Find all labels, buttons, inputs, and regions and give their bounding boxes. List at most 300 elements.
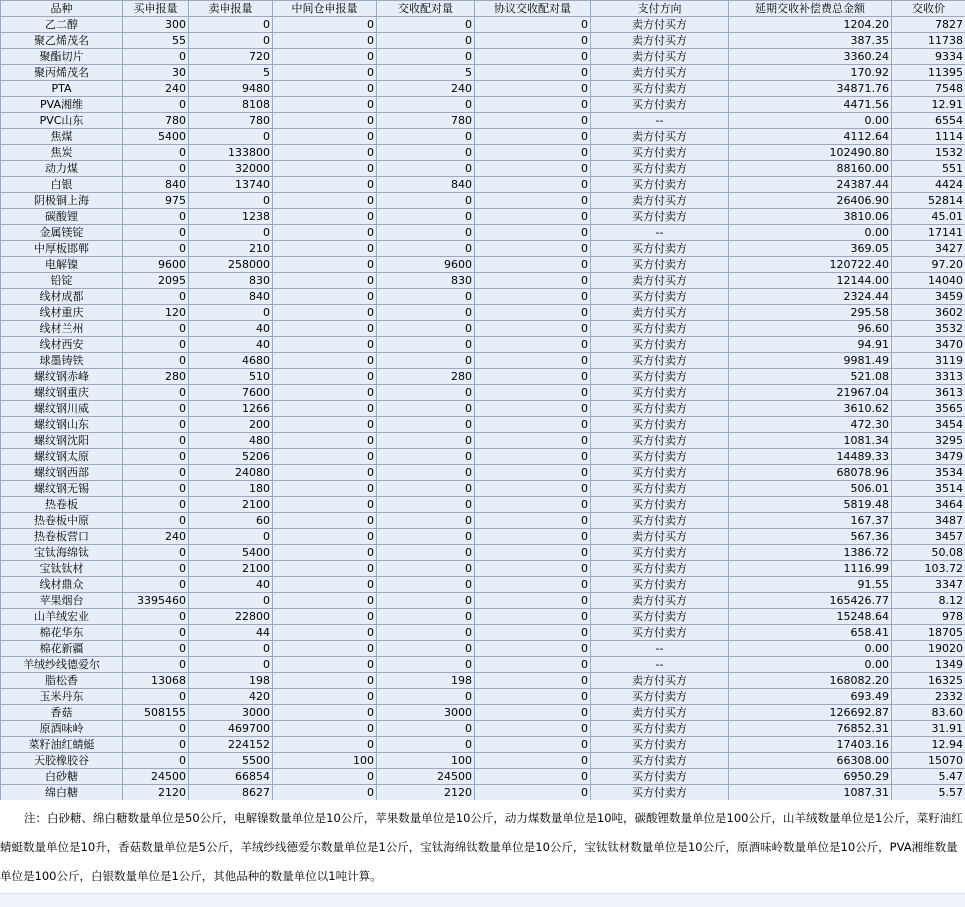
cell-col-buy-declared: 0 xyxy=(123,353,189,369)
cell-col-delivery-price: 12.94 xyxy=(892,737,965,753)
cell-col-agreement-matched: 0 xyxy=(475,513,591,529)
cell-col-payment-direction: 买方付卖方 xyxy=(591,289,729,305)
header-col-payment-direction: 支付方向 xyxy=(591,1,729,17)
cell-col-buy-declared: 0 xyxy=(123,481,189,497)
cell-col-delivery-price: 3313 xyxy=(892,369,965,385)
table-row xyxy=(1,641,965,657)
cell-col-compensation-total: 94.91 xyxy=(729,337,892,353)
cell-col-payment-direction: -- xyxy=(591,657,729,673)
cell-col-delivery-price: 3295 xyxy=(892,433,965,449)
cell-col-delivery-price: 4424 xyxy=(892,177,965,193)
cell-col-compensation-total: 0.00 xyxy=(729,641,892,657)
cell-col-sell-declared: 5400 xyxy=(189,545,273,561)
cell-col-payment-direction: 买方付卖方 xyxy=(591,721,729,737)
cell-col-delivery-matched: 0 xyxy=(377,49,475,65)
cell-col-sell-declared: 830 xyxy=(189,273,273,289)
cell-col-delivery-matched: 240 xyxy=(377,81,475,97)
cell-col-payment-direction: 卖方付买方 xyxy=(591,673,729,689)
cell-col-payment-direction: 卖方付买方 xyxy=(591,65,729,81)
cell-col-compensation-total: 9981.49 xyxy=(729,353,892,369)
cell-col-delivery-matched: 0 xyxy=(377,545,475,561)
cell-col-product: 线材西安 xyxy=(1,337,123,353)
cell-col-agreement-matched: 0 xyxy=(475,209,591,225)
table-row xyxy=(1,65,965,81)
cell-col-sell-declared: 13740 xyxy=(189,177,273,193)
cell-col-intermediate-declared: 0 xyxy=(273,657,377,673)
cell-col-intermediate-declared: 0 xyxy=(273,241,377,257)
cell-col-product: PTA xyxy=(1,81,123,97)
cell-col-delivery-matched: 830 xyxy=(377,273,475,289)
cell-col-product: 动力煤 xyxy=(1,161,123,177)
cell-col-delivery-price: 3427 xyxy=(892,241,965,257)
cell-col-agreement-matched: 0 xyxy=(475,785,591,801)
cell-col-buy-declared: 0 xyxy=(123,641,189,657)
cell-col-delivery-price: 1349 xyxy=(892,657,965,673)
cell-col-product: 电解镍 xyxy=(1,257,123,273)
footnote-text: 注：白砂糖、绵白糖数量单位是50公斤，电解镍数量单位是10公斤，苹果数量单位是10公斤，动力煤数量单位是10吨，碳酸锂数量单位是100公斤，山羊绒数量单位是1公斤，菜籽油红蜻蜓数量单位是10升，香菇数量单位是5公斤，羊绒纱线德爱尔数量单位是1公斤，宝钛海绵钛数量单位是10公斤，宝钛钛材数量单位是10公斤，原酒味岭数量单位是10公斤，PVA湘维数量单位是100公斤，白银数量单位是1公斤，其他品种的数量单位以1吨计算。 xyxy=(0,804,965,891)
cell-col-buy-declared: 0 xyxy=(123,289,189,305)
cell-col-delivery-matched: 0 xyxy=(377,289,475,305)
table-row xyxy=(1,721,965,737)
cell-col-product: 脂松香 xyxy=(1,673,123,689)
cell-col-payment-direction: 卖方付买方 xyxy=(591,33,729,49)
table-row xyxy=(1,241,965,257)
cell-col-agreement-matched: 0 xyxy=(475,129,591,145)
cell-col-intermediate-declared: 0 xyxy=(273,465,377,481)
cell-col-delivery-price: 9334 xyxy=(892,49,965,65)
table-row xyxy=(1,561,965,577)
cell-col-product: 热卷板 xyxy=(1,497,123,513)
cell-col-product: PVA湘维 xyxy=(1,97,123,113)
cell-col-delivery-matched: 0 xyxy=(377,609,475,625)
footnote xyxy=(0,800,965,887)
cell-col-sell-declared: 5500 xyxy=(189,753,273,769)
cell-col-payment-direction: 买方付卖方 xyxy=(591,241,729,257)
cell-col-compensation-total: 120722.40 xyxy=(729,257,892,273)
cell-col-payment-direction: 卖方付买方 xyxy=(591,129,729,145)
cell-col-payment-direction: 卖方付买方 xyxy=(591,305,729,321)
table-row xyxy=(1,497,965,513)
cell-col-payment-direction: 卖方付买方 xyxy=(591,17,729,33)
cell-col-delivery-matched: 280 xyxy=(377,369,475,385)
cell-col-intermediate-declared: 0 xyxy=(273,689,377,705)
cell-col-agreement-matched: 0 xyxy=(475,145,591,161)
table-row xyxy=(1,129,965,145)
cell-col-buy-declared: 0 xyxy=(123,657,189,673)
cell-col-delivery-matched: 0 xyxy=(377,225,475,241)
cell-col-agreement-matched: 0 xyxy=(475,481,591,497)
cell-col-buy-declared: 240 xyxy=(123,529,189,545)
cell-col-delivery-price: 5.57 xyxy=(892,785,965,801)
cell-col-delivery-matched: 0 xyxy=(377,593,475,609)
cell-col-delivery-matched: 840 xyxy=(377,177,475,193)
cell-col-delivery-price: 3119 xyxy=(892,353,965,369)
table-row xyxy=(1,353,965,369)
header-col-delivery-matched: 交收配对量 xyxy=(377,1,475,17)
cell-col-payment-direction: -- xyxy=(591,641,729,657)
cell-col-delivery-price: 3347 xyxy=(892,577,965,593)
cell-col-compensation-total: 387.35 xyxy=(729,33,892,49)
cell-col-sell-declared: 420 xyxy=(189,689,273,705)
cell-col-intermediate-declared: 0 xyxy=(273,433,377,449)
table-row xyxy=(1,305,965,321)
table-row xyxy=(1,529,965,545)
cell-col-delivery-matched: 0 xyxy=(377,737,475,753)
cell-col-payment-direction: 卖方付买方 xyxy=(591,273,729,289)
table-row xyxy=(1,33,965,49)
cell-col-agreement-matched: 0 xyxy=(475,657,591,673)
cell-col-product: 碳酸锂 xyxy=(1,209,123,225)
cell-col-buy-declared: 0 xyxy=(123,689,189,705)
cell-col-delivery-price: 50.08 xyxy=(892,545,965,561)
cell-col-sell-declared: 0 xyxy=(189,305,273,321)
header-col-agreement-matched: 协议交收配对量 xyxy=(475,1,591,17)
cell-col-buy-declared: 0 xyxy=(123,417,189,433)
table-row xyxy=(1,609,965,625)
cell-col-intermediate-declared: 0 xyxy=(273,369,377,385)
cell-col-intermediate-declared: 0 xyxy=(273,193,377,209)
cell-col-delivery-matched: 0 xyxy=(377,97,475,113)
cell-col-intermediate-declared: 0 xyxy=(273,721,377,737)
cell-col-product: 苹果烟台 xyxy=(1,593,123,609)
cell-col-intermediate-declared: 100 xyxy=(273,753,377,769)
cell-col-buy-declared: 0 xyxy=(123,321,189,337)
cell-col-payment-direction: 买方付卖方 xyxy=(591,145,729,161)
cell-col-sell-declared: 510 xyxy=(189,369,273,385)
cell-col-compensation-total: 21967.04 xyxy=(729,385,892,401)
cell-col-payment-direction: 卖方付买方 xyxy=(591,529,729,545)
cell-col-product: 线材兰州 xyxy=(1,321,123,337)
cell-col-agreement-matched: 0 xyxy=(475,609,591,625)
cell-col-product: 螺纹钢沈阳 xyxy=(1,433,123,449)
cell-col-payment-direction: 买方付卖方 xyxy=(591,465,729,481)
cell-col-payment-direction: 买方付卖方 xyxy=(591,321,729,337)
cell-col-agreement-matched: 0 xyxy=(475,225,591,241)
table-row xyxy=(1,769,965,785)
cell-col-buy-declared: 5400 xyxy=(123,129,189,145)
table-row xyxy=(1,433,965,449)
table-row xyxy=(1,545,965,561)
cell-col-delivery-price: 15070 xyxy=(892,753,965,769)
cell-col-agreement-matched: 0 xyxy=(475,161,591,177)
cell-col-product: 铅锭 xyxy=(1,273,123,289)
header-col-intermediate-declared: 中间仓申报量 xyxy=(273,1,377,17)
cell-col-intermediate-declared: 0 xyxy=(273,113,377,129)
cell-col-sell-declared: 60 xyxy=(189,513,273,529)
cell-col-payment-direction: 买方付卖方 xyxy=(591,353,729,369)
cell-col-sell-declared: 40 xyxy=(189,337,273,353)
cell-col-agreement-matched: 0 xyxy=(475,545,591,561)
cell-col-delivery-matched: 0 xyxy=(377,417,475,433)
cell-col-sell-declared: 198 xyxy=(189,673,273,689)
cell-col-payment-direction: 卖方付买方 xyxy=(591,593,729,609)
cell-col-intermediate-declared: 0 xyxy=(273,225,377,241)
cell-col-delivery-matched: 0 xyxy=(377,129,475,145)
cell-col-agreement-matched: 0 xyxy=(475,449,591,465)
cell-col-product: 菜籽油红蜻蜓 xyxy=(1,737,123,753)
cell-col-buy-declared: 0 xyxy=(123,577,189,593)
cell-col-intermediate-declared: 0 xyxy=(273,273,377,289)
cell-col-product: 中厚板邯郸 xyxy=(1,241,123,257)
cell-col-delivery-matched: 3000 xyxy=(377,705,475,721)
cell-col-delivery-price: 103.72 xyxy=(892,561,965,577)
table-row xyxy=(1,161,965,177)
table-row xyxy=(1,17,965,33)
cell-col-compensation-total: 1204.20 xyxy=(729,17,892,33)
cell-col-delivery-price: 83.60 xyxy=(892,705,965,721)
cell-col-buy-declared: 0 xyxy=(123,497,189,513)
cell-col-agreement-matched: 0 xyxy=(475,625,591,641)
cell-col-agreement-matched: 0 xyxy=(475,33,591,49)
cell-col-product: PVC山东 xyxy=(1,113,123,129)
cell-col-buy-declared: 9600 xyxy=(123,257,189,273)
cell-col-payment-direction: -- xyxy=(591,113,729,129)
cell-col-agreement-matched: 0 xyxy=(475,97,591,113)
table-body xyxy=(1,17,965,801)
cell-col-intermediate-declared: 0 xyxy=(273,737,377,753)
cell-col-payment-direction: 买方付卖方 xyxy=(591,209,729,225)
cell-col-intermediate-declared: 0 xyxy=(273,257,377,273)
cell-col-product: 线材鼎众 xyxy=(1,577,123,593)
cell-col-payment-direction: 买方付卖方 xyxy=(591,385,729,401)
cell-col-sell-declared: 24080 xyxy=(189,465,273,481)
cell-col-product: 螺纹钢西部 xyxy=(1,465,123,481)
cell-col-intermediate-declared: 0 xyxy=(273,545,377,561)
cell-col-delivery-matched: 0 xyxy=(377,321,475,337)
cell-col-buy-declared: 0 xyxy=(123,385,189,401)
cell-col-compensation-total: 295.58 xyxy=(729,305,892,321)
cell-col-sell-declared: 66854 xyxy=(189,769,273,785)
cell-col-delivery-price: 3479 xyxy=(892,449,965,465)
cell-col-intermediate-declared: 0 xyxy=(273,81,377,97)
cell-col-buy-declared: 0 xyxy=(123,97,189,113)
cell-col-compensation-total: 472.30 xyxy=(729,417,892,433)
cell-col-delivery-price: 11395 xyxy=(892,65,965,81)
cell-col-delivery-price: 3565 xyxy=(892,401,965,417)
cell-col-buy-declared: 280 xyxy=(123,369,189,385)
cell-col-buy-declared: 975 xyxy=(123,193,189,209)
cell-col-buy-declared: 120 xyxy=(123,305,189,321)
table-row xyxy=(1,257,965,273)
cell-col-sell-declared: 780 xyxy=(189,113,273,129)
cell-col-buy-declared: 0 xyxy=(123,161,189,177)
cell-col-sell-declared: 8108 xyxy=(189,97,273,113)
cell-col-agreement-matched: 0 xyxy=(475,577,591,593)
cell-col-intermediate-declared: 0 xyxy=(273,609,377,625)
cell-col-delivery-price: 14040 xyxy=(892,273,965,289)
cell-col-sell-declared: 22800 xyxy=(189,609,273,625)
table-header-row xyxy=(1,1,965,17)
cell-col-sell-declared: 4680 xyxy=(189,353,273,369)
cell-col-compensation-total: 369.05 xyxy=(729,241,892,257)
cell-col-intermediate-declared: 0 xyxy=(273,673,377,689)
cell-col-payment-direction: 买方付卖方 xyxy=(591,401,729,417)
cell-col-delivery-price: 3457 xyxy=(892,529,965,545)
cell-col-compensation-total: 1386.72 xyxy=(729,545,892,561)
cell-col-buy-declared: 55 xyxy=(123,33,189,49)
cell-col-payment-direction: 买方付卖方 xyxy=(591,337,729,353)
cell-col-payment-direction: 买方付卖方 xyxy=(591,369,729,385)
cell-col-delivery-price: 7548 xyxy=(892,81,965,97)
cell-col-payment-direction: 买方付卖方 xyxy=(591,81,729,97)
cell-col-compensation-total: 15248.64 xyxy=(729,609,892,625)
cell-col-payment-direction: 买方付卖方 xyxy=(591,417,729,433)
cell-col-agreement-matched: 0 xyxy=(475,385,591,401)
cell-col-product: 乙二醇 xyxy=(1,17,123,33)
cell-col-intermediate-declared: 0 xyxy=(273,481,377,497)
cell-col-buy-declared: 0 xyxy=(123,241,189,257)
table-row xyxy=(1,657,965,673)
cell-col-agreement-matched: 0 xyxy=(475,737,591,753)
cell-col-payment-direction: 卖方付买方 xyxy=(591,49,729,65)
cell-col-payment-direction: 买方付卖方 xyxy=(591,433,729,449)
cell-col-sell-declared: 469700 xyxy=(189,721,273,737)
cell-col-intermediate-declared: 0 xyxy=(273,97,377,113)
cell-col-agreement-matched: 0 xyxy=(475,497,591,513)
cell-col-buy-declared: 0 xyxy=(123,401,189,417)
footer-bar xyxy=(0,893,965,907)
cell-col-buy-declared: 0 xyxy=(123,225,189,241)
cell-col-compensation-total: 3360.24 xyxy=(729,49,892,65)
cell-col-buy-declared: 780 xyxy=(123,113,189,129)
cell-col-delivery-price: 3459 xyxy=(892,289,965,305)
cell-col-agreement-matched: 0 xyxy=(475,673,591,689)
cell-col-sell-declared: 480 xyxy=(189,433,273,449)
cell-col-agreement-matched: 0 xyxy=(475,49,591,65)
cell-col-product: 热卷板营口 xyxy=(1,529,123,545)
cell-col-intermediate-declared: 0 xyxy=(273,513,377,529)
cell-col-delivery-price: 3602 xyxy=(892,305,965,321)
cell-col-compensation-total: 567.36 xyxy=(729,529,892,545)
cell-col-agreement-matched: 0 xyxy=(475,353,591,369)
cell-col-product: 宝钛钛材 xyxy=(1,561,123,577)
cell-col-delivery-matched: 0 xyxy=(377,529,475,545)
header-col-product: 品种 xyxy=(1,1,123,17)
cell-col-product: 原酒味岭 xyxy=(1,721,123,737)
cell-col-payment-direction: 买方付卖方 xyxy=(591,161,729,177)
cell-col-buy-declared: 0 xyxy=(123,753,189,769)
table-row xyxy=(1,321,965,337)
cell-col-agreement-matched: 0 xyxy=(475,289,591,305)
cell-col-agreement-matched: 0 xyxy=(475,273,591,289)
cell-col-buy-declared: 2095 xyxy=(123,273,189,289)
cell-col-delivery-matched: 0 xyxy=(377,449,475,465)
cell-col-intermediate-declared: 0 xyxy=(273,385,377,401)
cell-col-buy-declared: 0 xyxy=(123,433,189,449)
cell-col-sell-declared: 0 xyxy=(189,529,273,545)
cell-col-agreement-matched: 0 xyxy=(475,17,591,33)
cell-col-product: 玉米丹东 xyxy=(1,689,123,705)
cell-col-compensation-total: 1087.31 xyxy=(729,785,892,801)
cell-col-delivery-price: 3514 xyxy=(892,481,965,497)
cell-col-payment-direction: 买方付卖方 xyxy=(591,177,729,193)
cell-col-agreement-matched: 0 xyxy=(475,321,591,337)
cell-col-intermediate-declared: 0 xyxy=(273,337,377,353)
cell-col-delivery-matched: 24500 xyxy=(377,769,475,785)
cell-col-intermediate-declared: 0 xyxy=(273,65,377,81)
cell-col-intermediate-declared: 0 xyxy=(273,593,377,609)
cell-col-buy-declared: 240 xyxy=(123,81,189,97)
cell-col-sell-declared: 2100 xyxy=(189,561,273,577)
cell-col-payment-direction: 买方付卖方 xyxy=(591,609,729,625)
cell-col-product: 螺纹钢山东 xyxy=(1,417,123,433)
cell-col-delivery-price: 17141 xyxy=(892,225,965,241)
cell-col-payment-direction: 买方付卖方 xyxy=(591,753,729,769)
cell-col-buy-declared: 0 xyxy=(123,513,189,529)
table-row xyxy=(1,401,965,417)
table-row xyxy=(1,273,965,289)
cell-col-intermediate-declared: 0 xyxy=(273,321,377,337)
table-row xyxy=(1,289,965,305)
table-row xyxy=(1,81,965,97)
cell-col-product: 聚乙烯茂名 xyxy=(1,33,123,49)
cell-col-delivery-matched: 0 xyxy=(377,657,475,673)
cell-col-buy-declared: 0 xyxy=(123,545,189,561)
cell-col-intermediate-declared: 0 xyxy=(273,449,377,465)
cell-col-compensation-total: 1081.34 xyxy=(729,433,892,449)
cell-col-intermediate-declared: 0 xyxy=(273,401,377,417)
cell-col-agreement-matched: 0 xyxy=(475,753,591,769)
cell-col-delivery-price: 18705 xyxy=(892,625,965,641)
table-row xyxy=(1,785,965,801)
cell-col-compensation-total: 168082.20 xyxy=(729,673,892,689)
cell-col-delivery-price: 11738 xyxy=(892,33,965,49)
cell-col-sell-declared: 258000 xyxy=(189,257,273,273)
table-row xyxy=(1,673,965,689)
cell-col-compensation-total: 3810.06 xyxy=(729,209,892,225)
cell-col-delivery-matched: 0 xyxy=(377,465,475,481)
cell-col-intermediate-declared: 0 xyxy=(273,529,377,545)
table-row xyxy=(1,113,965,129)
cell-col-compensation-total: 0.00 xyxy=(729,657,892,673)
cell-col-product: 白砂糖 xyxy=(1,769,123,785)
cell-col-agreement-matched: 0 xyxy=(475,81,591,97)
cell-col-compensation-total: 170.92 xyxy=(729,65,892,81)
cell-col-compensation-total: 4112.64 xyxy=(729,129,892,145)
cell-col-sell-declared: 224152 xyxy=(189,737,273,753)
cell-col-agreement-matched: 0 xyxy=(475,337,591,353)
cell-col-sell-declared: 210 xyxy=(189,241,273,257)
cell-col-delivery-price: 3454 xyxy=(892,417,965,433)
cell-col-delivery-price: 7827 xyxy=(892,17,965,33)
cell-col-agreement-matched: 0 xyxy=(475,593,591,609)
cell-col-sell-declared: 133800 xyxy=(189,145,273,161)
cell-col-intermediate-declared: 0 xyxy=(273,129,377,145)
cell-col-product: 热卷板中原 xyxy=(1,513,123,529)
cell-col-buy-declared: 24500 xyxy=(123,769,189,785)
cell-col-sell-declared: 0 xyxy=(189,33,273,49)
cell-col-sell-declared: 7600 xyxy=(189,385,273,401)
cell-col-intermediate-declared: 0 xyxy=(273,289,377,305)
cell-col-product: 螺纹钢重庆 xyxy=(1,385,123,401)
cell-col-delivery-matched: 0 xyxy=(377,353,475,369)
cell-col-intermediate-declared: 0 xyxy=(273,625,377,641)
table-row xyxy=(1,177,965,193)
cell-col-delivery-matched: 0 xyxy=(377,641,475,657)
cell-col-agreement-matched: 0 xyxy=(475,641,591,657)
cell-col-product: 天胶橡胶谷 xyxy=(1,753,123,769)
cell-col-compensation-total: 658.41 xyxy=(729,625,892,641)
cell-col-sell-declared: 0 xyxy=(189,593,273,609)
cell-col-agreement-matched: 0 xyxy=(475,177,591,193)
cell-col-delivery-matched: 0 xyxy=(377,17,475,33)
cell-col-delivery-price: 12.91 xyxy=(892,97,965,113)
cell-col-agreement-matched: 0 xyxy=(475,465,591,481)
cell-col-agreement-matched: 0 xyxy=(475,241,591,257)
cell-col-compensation-total: 68078.96 xyxy=(729,465,892,481)
cell-col-delivery-matched: 0 xyxy=(377,145,475,161)
cell-col-intermediate-declared: 0 xyxy=(273,161,377,177)
